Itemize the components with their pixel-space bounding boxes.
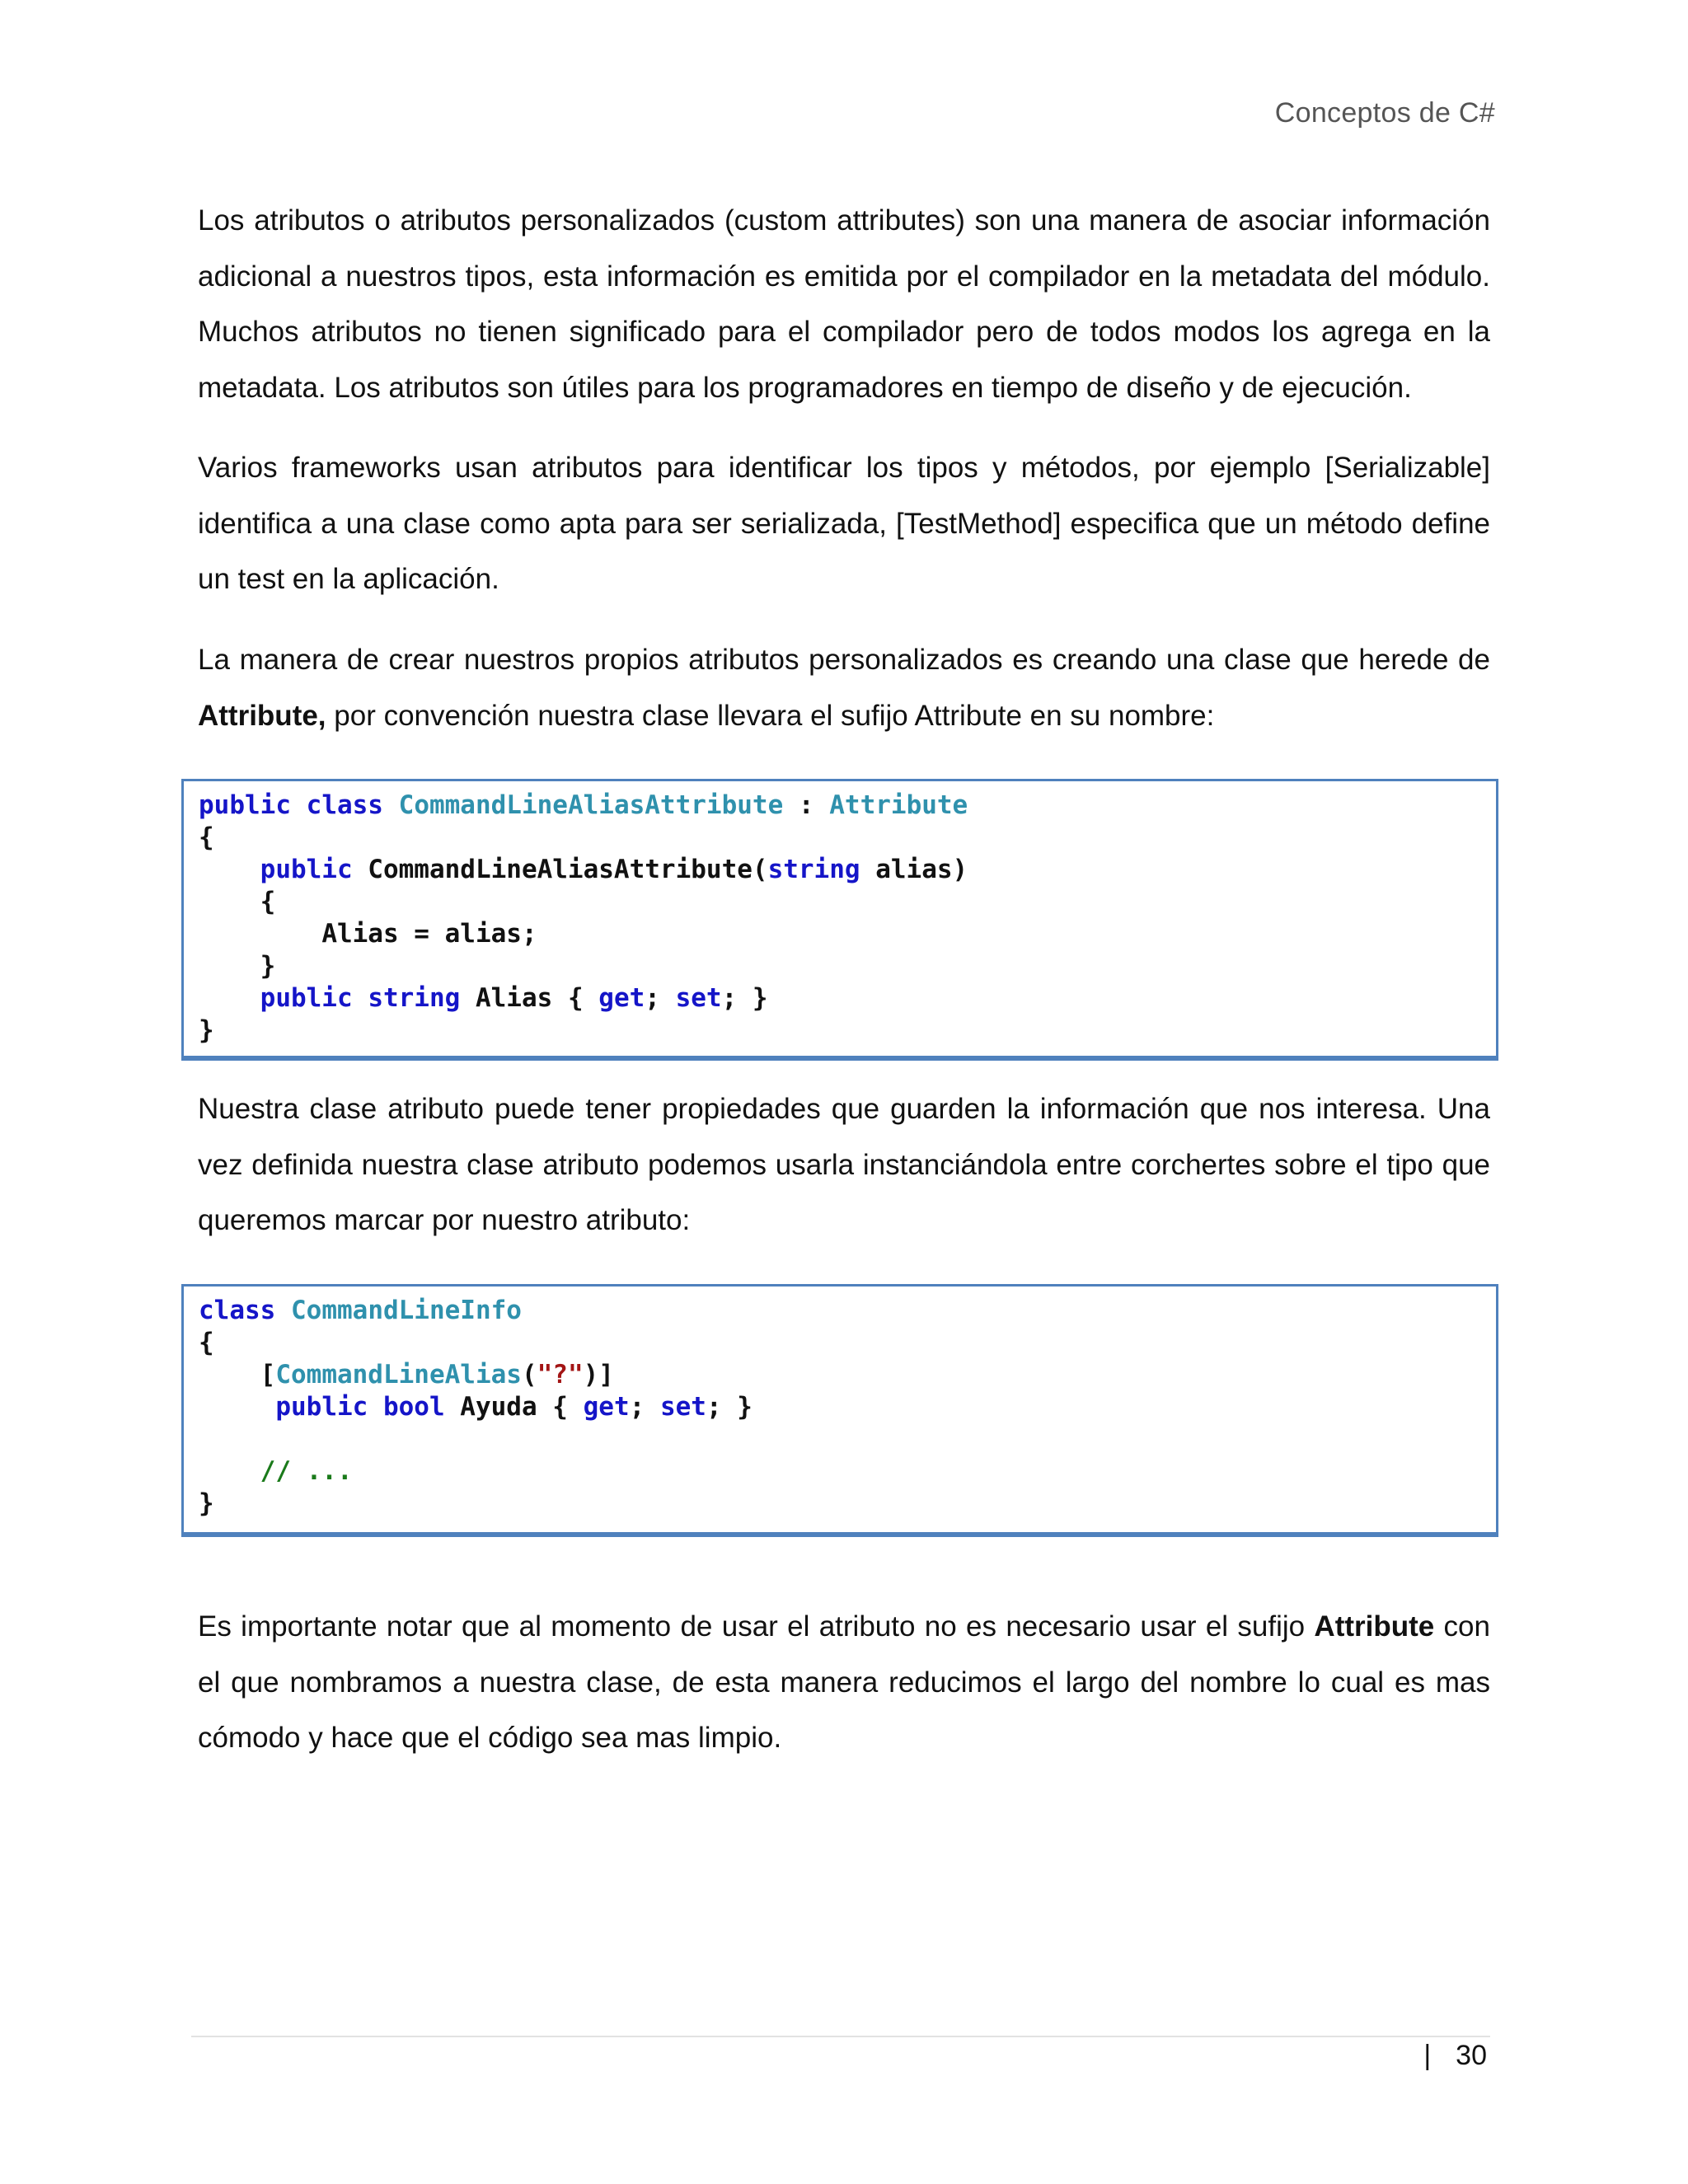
code-text: ; } [706,1392,753,1422]
code-comment: // ... [260,1456,353,1486]
code-text: ( [521,1360,537,1390]
keyword: public [275,1392,368,1422]
code-line [199,918,1496,950]
paragraph-create-attribute [198,632,1490,743]
code-block-attribute-class [181,779,1498,1061]
keyword: bool [382,1392,445,1422]
attribute-keyword: Attribute [1314,1610,1435,1643]
code-text: : [783,790,830,820]
paragraph-suffix-note [198,1599,1490,1766]
code-block-attribute-usage [181,1284,1498,1537]
code-line: { [199,1328,214,1357]
code-line [199,790,1496,822]
type-name: CommandLineInfo [291,1296,522,1325]
paragraph-text: por convención nuestra clase llevara el sufijo Attribute en su nombre: [326,699,1215,732]
code-line [199,1295,1496,1327]
code-text: ; } [721,983,768,1013]
paragraph-text: La manera de crear nuestros propios atributos personalizados es creando una clase que herede de [198,644,1490,676]
page-number-value: 30 [1456,2040,1487,2071]
code-text: } [260,951,276,981]
string-literal: "?" [537,1360,584,1390]
running-header: Conceptos de C# [1274,97,1495,129]
code-line: } [199,1015,214,1045]
code-line [199,950,1496,982]
code-text: ; [645,983,676,1013]
code-line: { [199,823,214,852]
keyword: class [199,1296,276,1325]
code-line [199,1455,1496,1488]
paragraph-text: con el que nombramos a nuestra clase, de esta manera reducimos el largo del nombre lo cual es mas cómodo y hace que el código sea mas limpio. [198,1610,1490,1754]
keyword: public [199,790,291,820]
code-line [199,886,1496,918]
keyword: set [675,983,722,1013]
keyword: get [583,1392,630,1422]
keyword: public [260,983,353,1013]
code-line [199,1359,1496,1391]
attribute-keyword: Attribute, [198,699,326,732]
code-text: Ayuda { [444,1392,584,1422]
code-line [199,982,1496,1015]
page-number [1423,2040,1487,2072]
code-text: { [260,887,276,916]
code-line-blank [199,1423,1496,1455]
keyword: class [306,790,383,820]
keyword: string [368,983,461,1013]
page-number-separator: | [1423,2040,1432,2071]
code-text: [ [260,1360,276,1390]
paragraph-custom-attributes: Los atributos o atributos personalizados (custom attributes) son una manera de asociar información adicional a nuestros tipos, esta información es emitida por el compilador en la metadata del módulo. Muchos atributos no tienen significado para el compilador pero de todos modos los agrega en la metadata. Los atributos son útiles para los programadores en tiempo de diseño y de ejecución. [198,204,1490,404]
footer-divider [191,2036,1490,2037]
code-line [199,1391,1496,1423]
code-text: alias) [860,855,968,884]
code-text: )] [583,1360,614,1390]
paragraph-attribute-properties: Nuestra clase atributo puede tener propiedades que guarden la información que nos interesa. Una vez definida nuestra clase atributo podemos usarla instanciándola entre corchertes sobre el tipo que queremos marcar por nuestro atributo: [198,1093,1490,1236]
keyword: get [598,983,645,1013]
code-line [199,854,1496,886]
code-listing [184,781,1496,1047]
type-name: CommandLineAliasAttribute [398,790,784,820]
keyword: string [767,855,860,884]
code-line: } [199,1488,214,1518]
paragraph-frameworks: Varios frameworks usan atributos para identificar los tipos y métodos, por ejemplo [Serializable] identifica a una clase como apta para ser serializada, [TestMethod] especifica que un método define un test en la aplicación. [198,452,1490,595]
type-name: CommandLineAlias [275,1360,522,1390]
code-text: CommandLineAliasAttribute( [352,855,768,884]
code-text: Alias = alias; [321,919,537,949]
code-text: ; [629,1392,660,1422]
keyword: set [659,1392,706,1422]
keyword: public [260,855,353,884]
paragraph-text: Es importante notar que al momento de usar el atributo no es necesario usar el sufijo [198,1610,1315,1643]
code-listing [184,1286,1496,1520]
code-text: Alias { [460,983,599,1013]
type-name: Attribute [829,790,968,820]
